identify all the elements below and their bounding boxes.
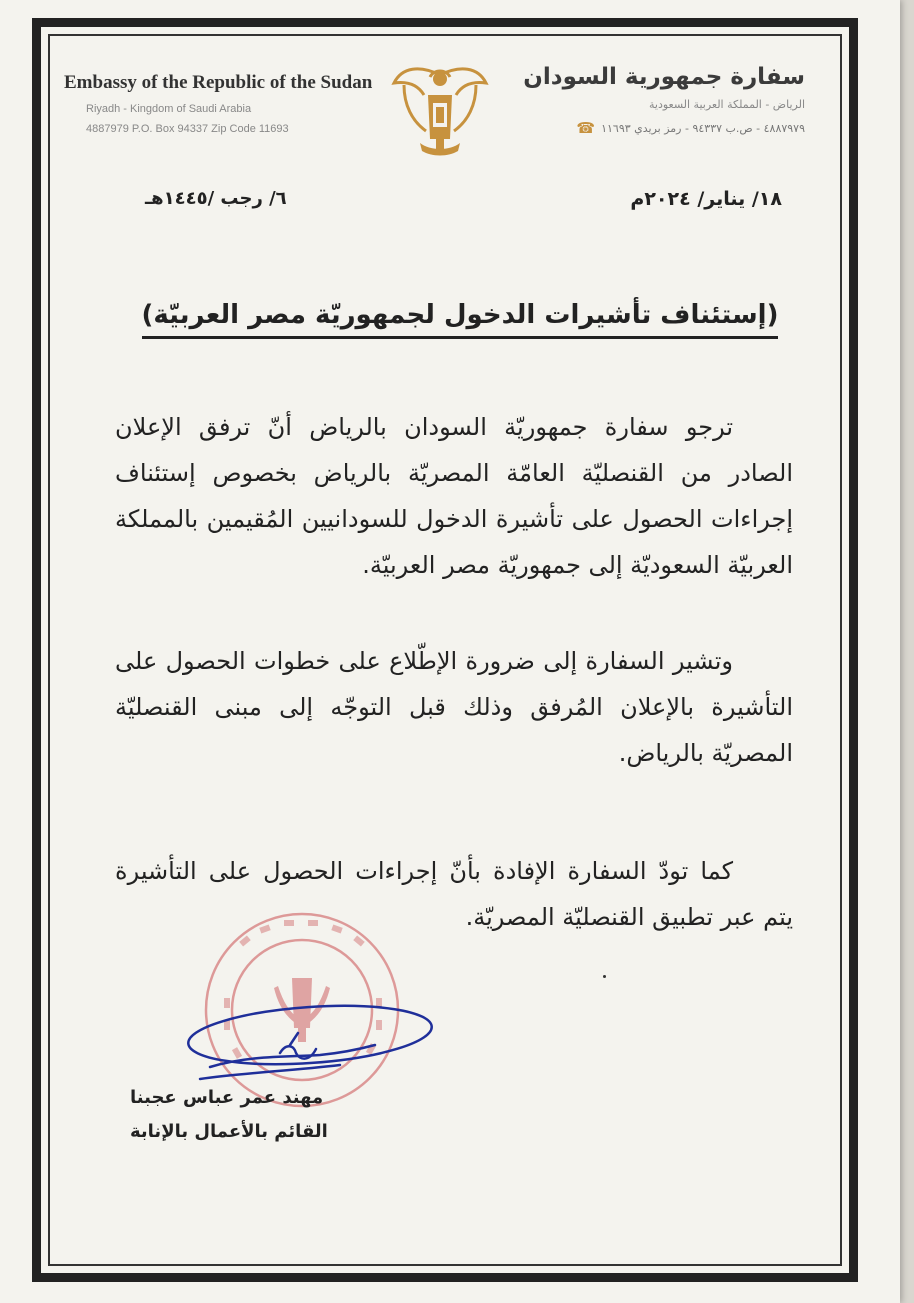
paragraph-2 [115, 638, 793, 776]
letter-subject [120, 300, 800, 330]
embassy-address-english: 4887979 P.O. Box 94337 Zip Code 11693 [86, 123, 289, 135]
letterhead-arabic [485, 64, 805, 137]
paragraph-2-text: وتشير السفارة إلى ضرورة الإطّلاع على خطوات الحصول على التأشيرة بالإعلان المُرفق وذلك قبل التوجّه إلى مبنى القنصليّة المصريّة بالرياض. [115, 647, 793, 767]
embassy-city-english: Riyadh - Kingdom of Saudi Arabia [86, 103, 252, 115]
sudan-emblem-icon [390, 55, 490, 163]
embassy-name-english: Embassy of the Republic of the Sudan [64, 72, 373, 93]
phone-icon: ☎ [576, 119, 596, 137]
paragraph-1-text: ترجو سفارة جمهوريّة السودان بالرياض أنّ ترفق الإعلان الصادر من القنصليّة العامّة المصريّة بالرياض بخصوص إستئناف إجراءات الحصول على تأشيرة الدخول للسودانيين المُقيمين بالمملكة العربيّة السعوديّة إلى جمهوريّة مصر العربيّة. [115, 413, 793, 579]
embassy-city-arabic: الرياض - المملكة العربية السعودية [648, 98, 805, 111]
paragraph-3-text: كما تودّ السفارة الإفادة بأنّ إجراءات الحصول على التأشيرة يتم عبر تطبيق القنصليّة المصريّة. [115, 857, 793, 931]
letter-subject-text: (إستئناف تأشيرات الدخول لجمهوريّة مصر العربيّة) [142, 300, 779, 339]
signatory-name: مهند عمر عباس عجبنا [130, 1087, 324, 1108]
embassy-address-text: ٤٨٨٧٩٧٩ - ص.ب ٩٤٣٣٧ - رمز بريدي ١١٦٩٣ [601, 121, 805, 135]
embassy-address-arabic [485, 119, 805, 137]
paragraph-1 [115, 404, 793, 588]
date-gregorian: ١٨/ يناير/ ٢٠٢٤م [630, 188, 782, 210]
date-hijri: ٦/ رجب /١٤٤٥هـ [145, 188, 287, 209]
letterhead-english [64, 72, 373, 135]
ink-dot [603, 975, 606, 978]
embassy-name-arabic: سفارة جمهورية السودان [523, 64, 805, 90]
signatory-title: القائم بالأعمال بالإنابة [130, 1121, 328, 1142]
